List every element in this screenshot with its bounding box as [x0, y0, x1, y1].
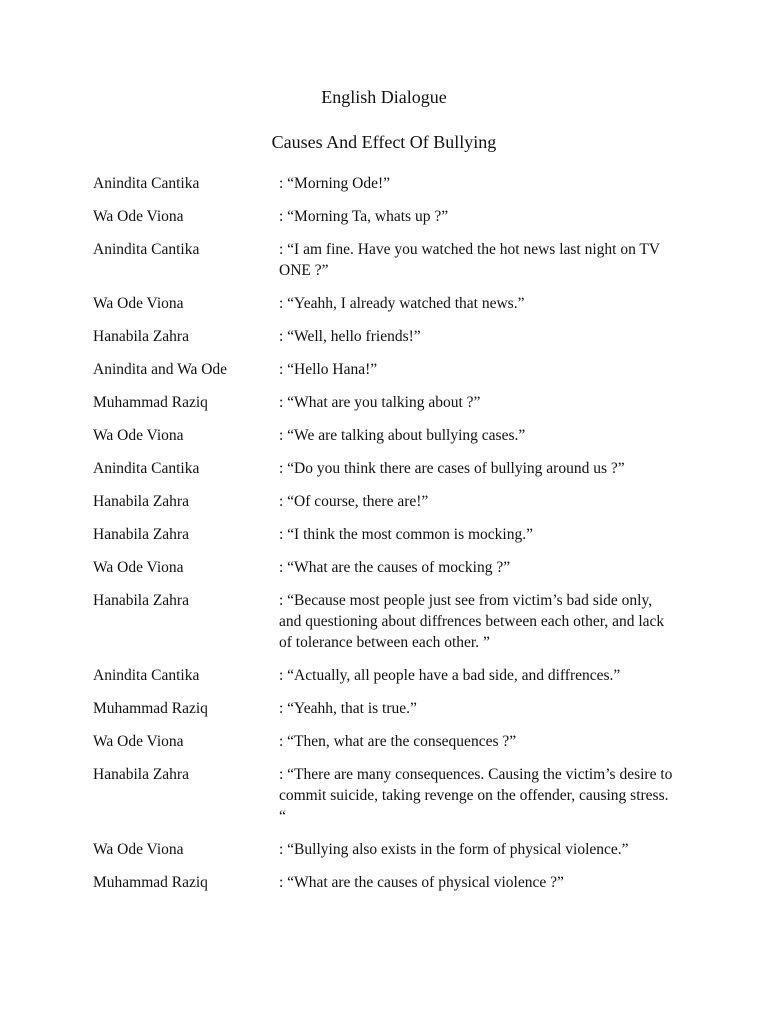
speech-text: : “I think the most common is mocking.” — [279, 526, 533, 543]
speaker-name: Wa Ode Viona — [93, 733, 184, 750]
speaker-name: Wa Ode Viona — [93, 559, 184, 576]
dialogue-line — [93, 293, 673, 314]
speaker-name: Hanabila Zahra — [93, 493, 189, 510]
speaker-name: Wa Ode Viona — [93, 841, 184, 858]
page-subtitle: Causes And Effect Of Bullying — [271, 132, 497, 152]
dialogue-line — [93, 839, 673, 860]
dialogue-line — [93, 458, 673, 479]
speech-text: : “We are talking about bullying cases.” — [279, 427, 526, 444]
speech-text: : “Yeahh, I already watched that news.” — [279, 295, 525, 312]
speech-text: : “Actually, all people have a bad side, and diffrences.” — [279, 667, 621, 684]
speaker-name: Hanabila Zahra — [93, 526, 189, 543]
speaker-name: Hanabila Zahra — [93, 592, 189, 609]
dialogue-line — [93, 392, 673, 413]
speech-text: : “I am fine. Have you watched the hot news last night on TV ONE ?” — [279, 241, 660, 279]
dialogue-line — [93, 698, 673, 719]
speaker-name: Anindita Cantika — [93, 175, 200, 192]
speaker-name: Muhammad Raziq — [93, 394, 208, 411]
dialogue-line — [93, 425, 673, 446]
speech-text: : “What are the causes of mocking ?” — [279, 559, 511, 576]
dialogue-line — [93, 665, 673, 686]
dialogue-line — [93, 206, 673, 227]
dialogue-line — [93, 173, 673, 194]
dialogue-line — [93, 491, 673, 512]
speech-text: : “Bullying also exists in the form of physical violence.” — [279, 841, 629, 858]
speech-text: : “There are many consequences. Causing the victim’s desire to commit suicide, taking revenge on the offender, causing stress. “ — [279, 766, 673, 825]
dialogue-line — [93, 590, 673, 653]
speaker-name: Anindita Cantika — [93, 460, 200, 477]
speaker-name: Muhammad Raziq — [93, 874, 208, 891]
speech-text: : “Because most people just see from victim’s bad side only, and questioning about diffrences between each other, and lack of tolerance between each other. ” — [279, 592, 665, 651]
dialogue-line — [93, 731, 673, 752]
dialogue-line — [93, 359, 673, 380]
page-title: English Dialogue — [321, 87, 447, 107]
speech-text: : “Hello Hana!” — [279, 361, 378, 378]
speech-text: : “Of course, there are!” — [279, 493, 429, 510]
speaker-name: Anindita and Wa Ode — [93, 361, 228, 378]
speaker-name: Anindita Cantika — [93, 667, 200, 684]
speech-text: : “What are you talking about ?” — [279, 394, 481, 411]
dialogue-line — [93, 764, 673, 827]
speech-text: : “Morning Ode!” — [279, 175, 391, 192]
speech-text: : “Morning Ta, whats up ?” — [279, 208, 449, 225]
speech-text: : “Well, hello friends!” — [279, 328, 421, 345]
speaker-name: Wa Ode Viona — [93, 208, 184, 225]
speaker-name: Wa Ode Viona — [93, 295, 184, 312]
dialogue-line — [93, 524, 673, 545]
speech-text: : “Do you think there are cases of bullying around us ?” — [279, 460, 625, 477]
speaker-name: Hanabila Zahra — [93, 328, 189, 345]
speaker-name: Anindita Cantika — [93, 241, 200, 258]
speaker-name: Hanabila Zahra — [93, 766, 189, 783]
dialogue-line — [93, 239, 673, 281]
dialogue-line — [93, 557, 673, 578]
speaker-name: Muhammad Raziq — [93, 700, 208, 717]
dialogue-line — [93, 326, 673, 347]
speech-text: : “Yeahh, that is true.” — [279, 700, 417, 717]
speech-text: : “What are the causes of physical violence ?” — [279, 874, 564, 891]
dialogue-list — [93, 173, 673, 905]
speaker-name: Wa Ode Viona — [93, 427, 184, 444]
dialogue-line — [93, 872, 673, 893]
speech-text: : “Then, what are the consequences ?” — [279, 733, 517, 750]
